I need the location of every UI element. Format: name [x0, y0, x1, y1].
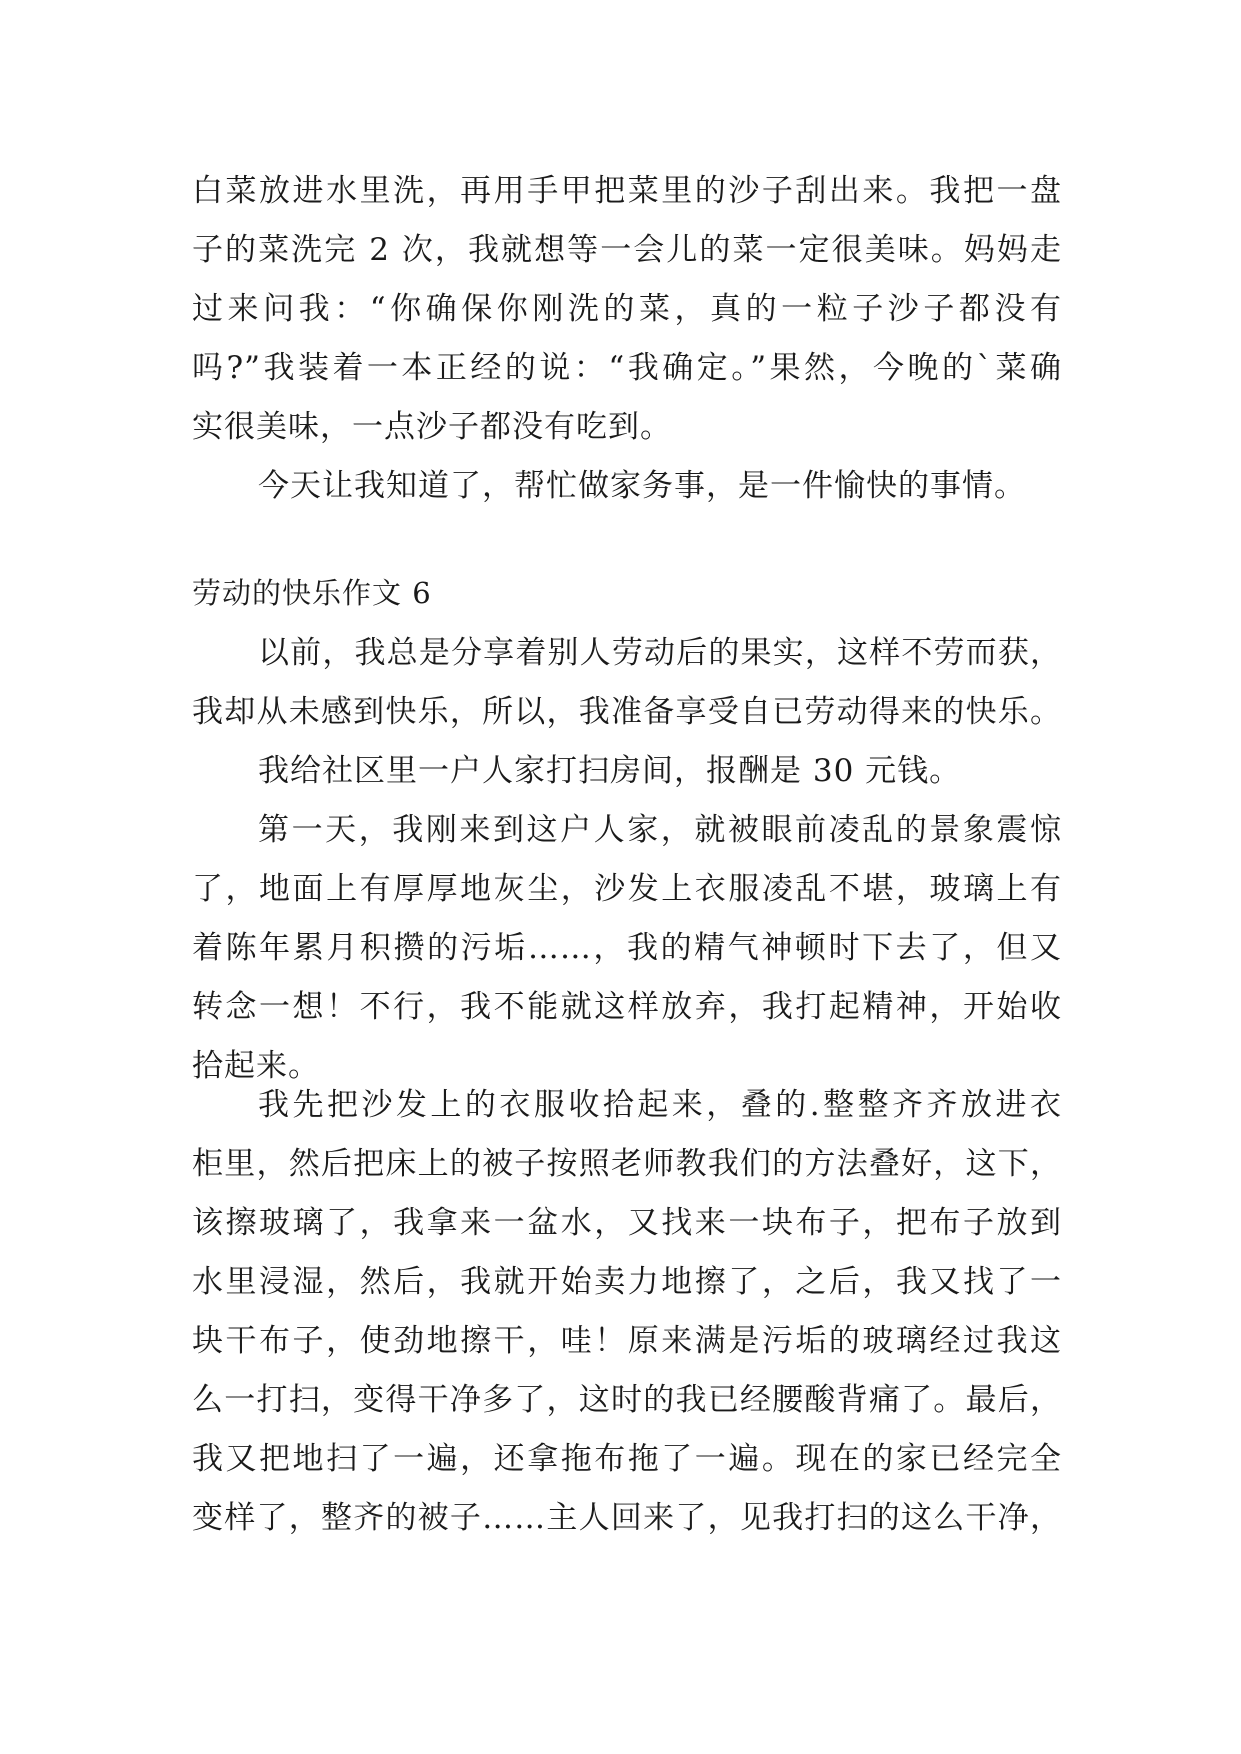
text-line: 今天让我知道了，帮忙做家务事，是一件愉快的事情。 — [258, 468, 1026, 504]
text-line: 以前，我总是分享着别人劳动后的果实，这样不劳而获， — [258, 635, 1062, 671]
text-line: 拾起来。 — [192, 1048, 320, 1084]
text-line: 过来问我：“你确保你刚洗的菜，真的一粒子沙子都没有 — [192, 291, 1062, 327]
text-line: 子的菜洗完 2 次，我就想等一会儿的菜一定很美味。妈妈走 — [192, 232, 1062, 268]
paragraph-first-day — [192, 801, 1062, 1096]
paragraph-job — [192, 742, 1062, 801]
text-line: 吗?”我装着一本正经的说：“我确定。”果然，今晚的`菜确 — [192, 350, 1062, 386]
essay-title: 劳动的快乐作文 6 — [192, 576, 432, 610]
text-line: 我先把沙发上的衣服收拾起来，叠的.整整齐齐放进衣 — [258, 1087, 1062, 1123]
paragraph-washing-vegetables — [192, 162, 1062, 457]
text-line: 第一天，我刚来到这户人家，就被眼前凌乱的景象震惊 — [258, 812, 1062, 848]
text-line: 我却从未感到快乐，所以，我准备享受自已劳动得来的快乐。 — [192, 694, 1062, 730]
text-line: 着陈年累月积攒的污垢……，我的精气神顿时下去了，但又 — [192, 930, 1062, 966]
paragraph-closing — [192, 457, 1062, 516]
paragraph-cleaning — [192, 1076, 1062, 1548]
text-line: 水里浸湿，然后，我就开始卖力地擦了，之后，我又找了一 — [192, 1264, 1062, 1300]
text-line: 实很美味，一点沙子都没有吃到。 — [192, 409, 672, 445]
text-line: 白菜放进水里洗，再用手甲把菜里的沙子刮出来。我把一盘 — [192, 173, 1062, 209]
text-line: 么一打扫，变得干净多了，这时的我已经腰酸背痛了。最后， — [192, 1382, 1062, 1418]
text-line: 柜里，然后把床上的被子按照老师教我们的方法叠好，这下， — [192, 1146, 1062, 1182]
paragraph-intro — [192, 624, 1062, 742]
text-line: 了，地面上有厚厚地灰尘，沙发上衣服凌乱不堪，玻璃上有 — [192, 871, 1062, 907]
text-line: 变样了，整齐的被子……主人回来了，见我打扫的这么干净， — [192, 1500, 1062, 1536]
text-line: 我又把地扫了一遍，还拿拖布拖了一遍。现在的家已经完全 — [192, 1441, 1062, 1477]
text-line: 该擦玻璃了，我拿来一盆水，又找来一块布子，把布子放到 — [192, 1205, 1062, 1241]
text-line: 我给社区里一户人家打扫房间，报酬是 30 元钱。 — [258, 753, 962, 789]
text-line: 转念一想！不行，我不能就这样放弃，我打起精神，开始收 — [192, 989, 1062, 1025]
text-line: 块干布子，使劲地擦干，哇！原来满是污垢的玻璃经过我这 — [192, 1323, 1062, 1359]
